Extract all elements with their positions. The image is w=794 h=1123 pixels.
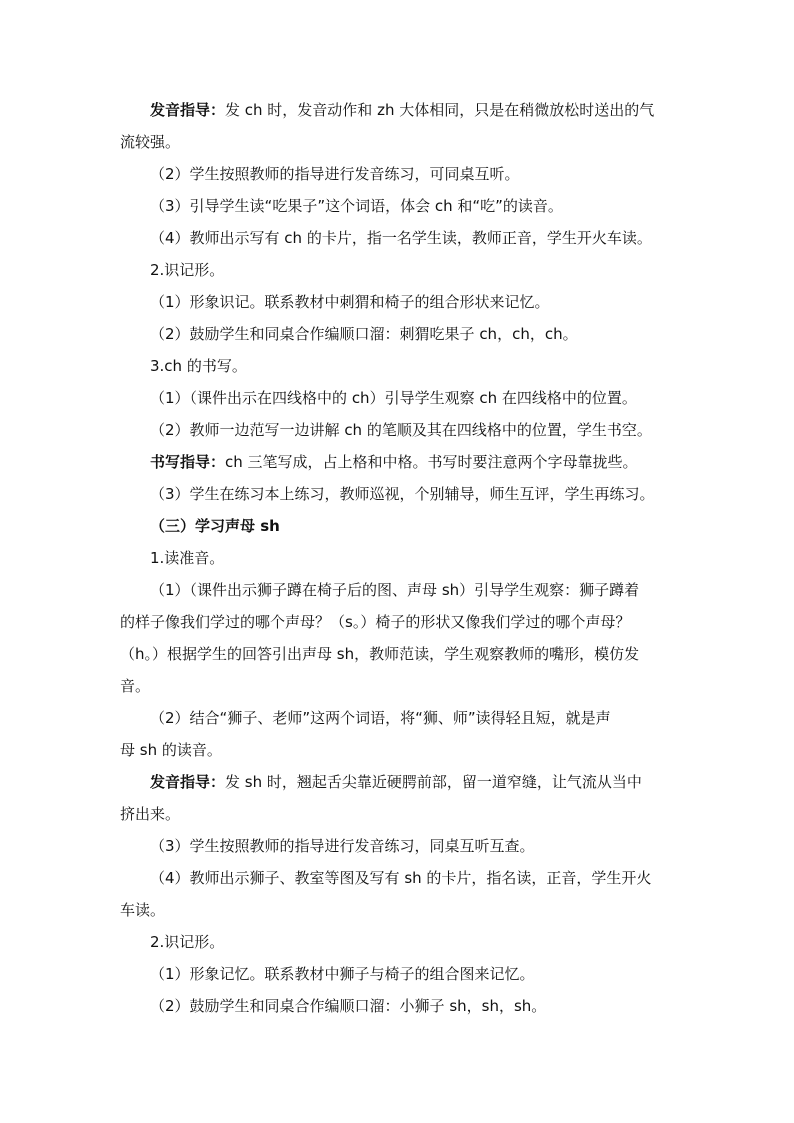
paragraph-line: 的样子像我们学过的哪个声母？（s。）椅子的形状又像我们学过的哪个声母？ [120, 613, 631, 631]
paragraph-line: （2）鼓励学生和同桌合作编顺口溜：刺猬吃果子 ch，ch，ch。 [150, 325, 578, 343]
pronunciation-guide-ch [120, 94, 680, 126]
writing-guide-label: 书写指导： [150, 453, 226, 471]
paragraph-line: （2）教师一边范写一边讲解 ch 的笔顺及其在四线格中的位置，学生书空。 [150, 421, 652, 439]
paragraph-line: （1）形象记忆。联系教材中狮子与椅子的组合图来记忆。 [150, 965, 535, 983]
paragraph-line: （3）学生按照教师的指导进行发音练习，同桌互听互查。 [150, 837, 535, 855]
pronunciation-guide-sh [120, 766, 680, 798]
paragraph-line: （4）教师出示写有 ch 的卡片，指一名学生读，教师正音，学生开火车读。 [150, 229, 652, 247]
paragraph-line: （h。）根据学生的回答引出声母 sh，教师范读，学生观察教师的嘴形，模仿发 [120, 645, 640, 663]
paragraph-line: （1）（课件出示在四线格中的 ch）引导学生观察 ch 在四线格中的位置。 [150, 389, 637, 407]
section-heading: 2.识记形。 [150, 261, 225, 279]
paragraph-line: 母 sh 的读音。 [120, 741, 222, 759]
paragraph-line: （3）引导学生读“吃果子”这个词语，体会 ch 和“吃”的读音。 [150, 197, 563, 215]
paragraph-text: 发 sh 时，翘起舌尖靠近硬腭前部，留一道窄缝，让气流从当中 [225, 773, 642, 791]
section-heading: 3.ch 的书写。 [150, 357, 247, 375]
paragraph-line: （4）教师出示狮子、教室等图及写有 sh 的卡片，指名读，正音，学生开火 [150, 869, 652, 887]
paragraph-line: 流较强。 [120, 133, 181, 151]
paragraph-line: （3）学生在练习本上练习，教师巡视，个别辅导，师生互评，学生再练习。 [150, 485, 655, 503]
pronunciation-guide-label: 发音指导： [150, 101, 226, 119]
paragraph-line: （2）学生按照教师的指导进行发音练习，可同桌互听。 [150, 165, 520, 183]
paragraph-line: （1）（课件出示狮子蹲在椅子后的图、声母 sh）引导学生观察：狮子蹲着 [150, 581, 640, 599]
paragraph-line: （1）形象识记。联系教材中刺猬和椅子的组合形状来记忆。 [150, 293, 550, 311]
paragraph-line: （2）结合“狮子、老师”这两个词语，将“狮、师”读得轻且短，就是声 [150, 709, 611, 727]
section-heading: 2.识记形。 [150, 933, 225, 951]
paragraph-line: 音。 [120, 677, 151, 695]
lesson-text [120, 94, 680, 1022]
pronunciation-guide-label: 发音指导： [150, 773, 226, 791]
paragraph-line: （2）鼓励学生和同桌合作编顺口溜：小狮子 sh，sh，sh。 [150, 997, 547, 1015]
writing-guide-ch [120, 446, 680, 478]
paragraph-text: 发 ch 时，发音动作和 zh 大体相同，只是在稍微放松时送出的气 [225, 101, 655, 119]
section-heading: 1.读准音。 [150, 549, 225, 567]
paragraph-line: 挤出来。 [120, 805, 181, 823]
paragraph-text: ch 三笔写成，占上格和中格。书写时要注意两个字母靠拢些。 [225, 453, 638, 471]
section-title: （三）学习声母 sh [150, 517, 280, 535]
paragraph-line: 车读。 [120, 901, 166, 919]
